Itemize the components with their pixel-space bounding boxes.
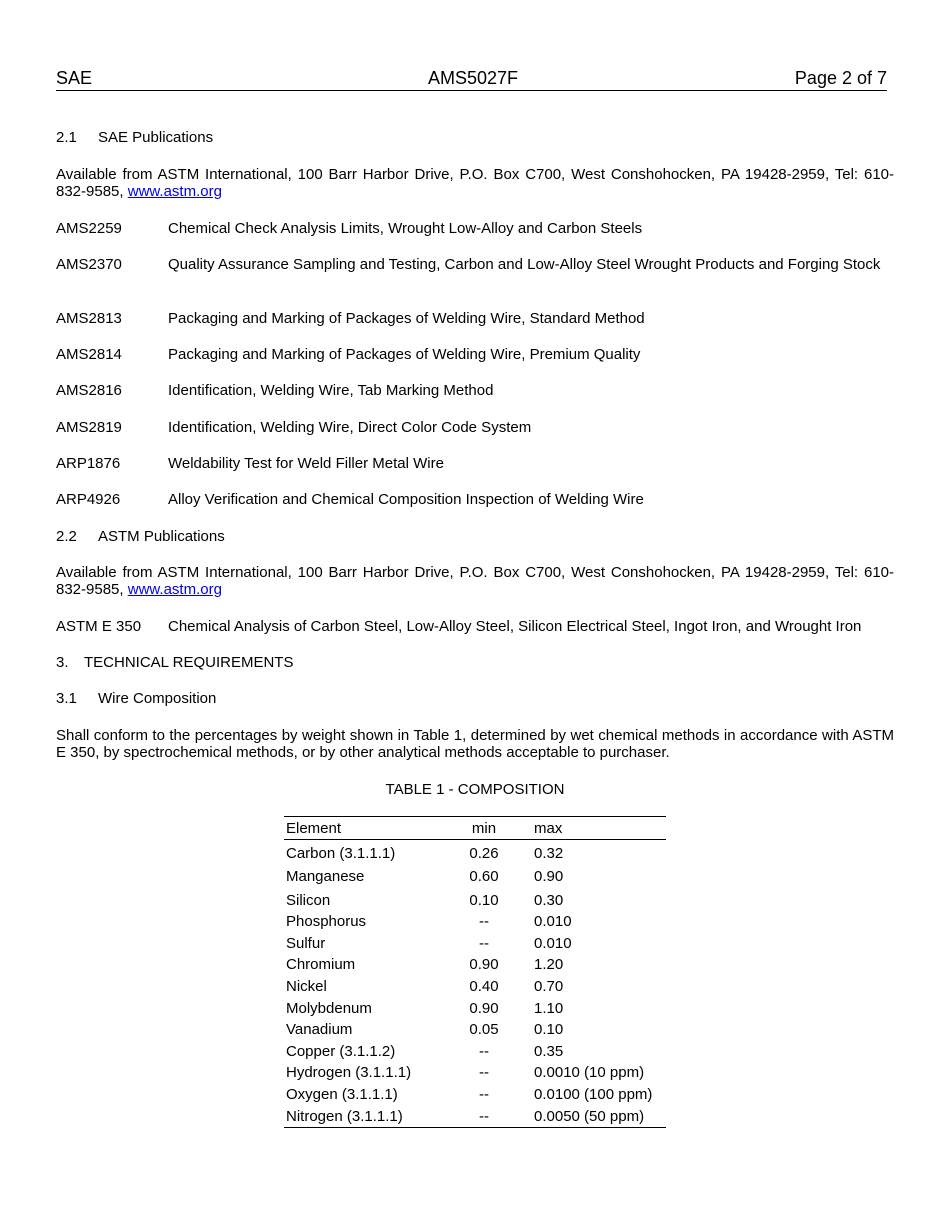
table-row xyxy=(284,1041,666,1063)
min-cell: 0.90 xyxy=(469,956,499,974)
section-3-1-body: Shall conform to the percentages by weight shown in Table 1, determined by wet chemical methods in accordance with ASTM E 350, by spectrochemical methods, or by other analytical methods acceptable to purchaser. xyxy=(56,727,894,761)
column-header: min xyxy=(458,817,510,840)
table-row xyxy=(284,1084,666,1106)
header-doc-number: AMS5027F xyxy=(428,68,519,88)
element-cell: Sulfur xyxy=(286,934,326,952)
element-cell: Nickel xyxy=(286,977,327,995)
element-cell: Carbon (3.1.1.1) xyxy=(286,845,396,862)
table-row xyxy=(284,998,666,1020)
page-header xyxy=(56,68,887,91)
table-row xyxy=(284,954,666,976)
max-cell: 0.0050 (50 ppm) xyxy=(532,1106,666,1128)
table-row xyxy=(284,911,666,933)
min-cell: -- xyxy=(479,1064,489,1082)
composition-table xyxy=(284,816,666,1128)
max-cell: 1.20 xyxy=(534,956,564,974)
min-cell: 0.40 xyxy=(469,977,499,995)
table-body xyxy=(284,840,666,1128)
section-3-1-heading: 3.1 Wire Composition xyxy=(56,690,217,707)
max-cell: 1.10 xyxy=(534,999,564,1017)
max-cell: 0.010 xyxy=(534,934,572,952)
max-cell: 0.70 xyxy=(534,977,564,995)
min-cell: -- xyxy=(479,913,489,931)
table-row xyxy=(284,976,666,998)
section-2-1-availability: Available from ASTM International, 100 Barr Harbor Drive, P.O. Box C700, West Conshohocken, PA 19428-2959, Tel: 610-832-9585, www.astm.org xyxy=(56,166,894,200)
element-cell: Chromium xyxy=(286,956,356,974)
min-cell: -- xyxy=(479,934,489,952)
element-cell: Nitrogen (3.1.1.1) xyxy=(284,1106,458,1128)
element-cell: Vanadium xyxy=(286,1021,353,1039)
max-cell: 0.35 xyxy=(534,1042,564,1060)
max-cell: 0.32 xyxy=(534,845,564,862)
min-cell: 0.10 xyxy=(469,891,499,909)
max-cell: 0.90 xyxy=(534,868,564,886)
section-3-heading: 3. TECHNICAL REQUIREMENTS xyxy=(56,654,294,671)
element-cell: Oxygen (3.1.1.1) xyxy=(286,1085,398,1103)
min-cell: 0.90 xyxy=(469,999,499,1017)
max-cell: 0.0100 (100 ppm) xyxy=(534,1085,653,1103)
section-2-2-availability: Available from ASTM International, 100 Barr Harbor Drive, P.O. Box C700, West Conshohocken, PA 19428-2959, Tel: 610-832-9585, www.astm.org xyxy=(56,564,894,598)
table-row xyxy=(284,1062,666,1084)
table-row xyxy=(284,1106,666,1128)
element-cell: Hydrogen (3.1.1.1) xyxy=(286,1064,412,1082)
max-cell: 0.10 xyxy=(534,1021,564,1039)
table-row xyxy=(284,890,666,912)
table-row xyxy=(284,1019,666,1041)
element-cell: Phosphorus xyxy=(286,913,367,931)
min-cell: -- xyxy=(479,1085,489,1103)
column-header: max xyxy=(532,817,666,840)
max-cell: 0.010 xyxy=(534,913,572,931)
header-org: SAE xyxy=(56,68,93,88)
column-header: Element xyxy=(284,817,458,840)
min-cell: -- xyxy=(479,1042,489,1060)
min-cell: 0.05 xyxy=(469,1021,499,1039)
min-cell: -- xyxy=(458,1106,510,1128)
astm-link[interactable]: www.astm.org xyxy=(127,183,222,200)
section-2-1-heading: 2.1 SAE Publications xyxy=(56,129,214,146)
min-cell: 0.26 xyxy=(469,845,499,862)
element-cell: Manganese xyxy=(286,868,365,886)
astm-link[interactable]: www.astm.org xyxy=(127,581,222,598)
max-cell: 0.30 xyxy=(534,891,564,909)
element-cell: Copper (3.1.1.2) xyxy=(286,1042,396,1060)
table-row xyxy=(284,840,666,865)
section-2-2-heading: 2.2 ASTM Publications xyxy=(56,528,225,545)
header-page-number: Page 2 of 7 xyxy=(794,68,887,88)
table-row xyxy=(284,933,666,955)
min-cell: 0.60 xyxy=(469,868,499,886)
element-cell: Molybdenum xyxy=(286,999,372,1017)
table-header-row xyxy=(284,817,666,840)
max-cell: 0.0010 (10 ppm) xyxy=(534,1064,645,1082)
table-row xyxy=(284,865,666,890)
element-cell: Silicon xyxy=(286,891,331,909)
table-caption: TABLE 1 - COMPOSITION xyxy=(385,781,565,798)
